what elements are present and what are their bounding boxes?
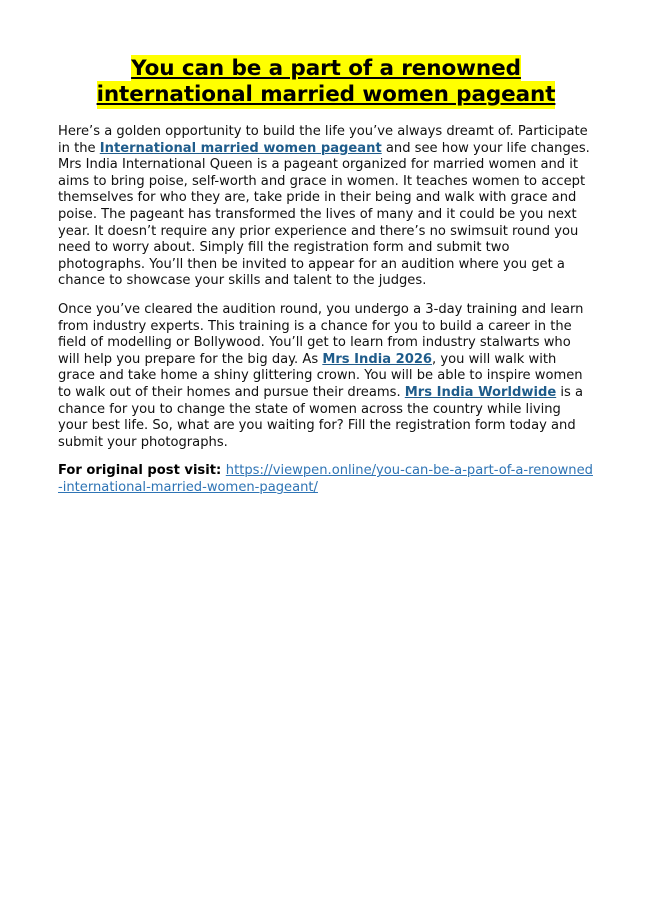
page-title-line-2: international married women pageant (96, 82, 556, 107)
paragraph-training-text-2: , you will walk with grace and take home a shiny glittering crown. You will be able to inspire women to walk out of their homes and pursue their dreams. (58, 351, 583, 400)
page-title (58, 56, 594, 108)
page-title-line-1: You can be a part of a renowned (131, 56, 521, 81)
document-body (58, 56, 594, 496)
paragraph-training (58, 302, 594, 451)
paragraph-training-text-1: Once you’ve cleared the audition round, you undergo a 3-day training and learn from industry experts. This training is a chance for you to build a career in the field of modelling or Bollywood. You’ll get to learn from industry stalwarts who will help you prepare for the big day. As (58, 301, 584, 367)
link-original-post-url[interactable]: https://viewpen.online/you-can-be-a-part-of-a-renowned-international-married-women-pageant/ (58, 463, 593, 495)
paragraph-source (58, 463, 594, 496)
link-mrs-india-2026[interactable]: Mrs India 2026 (322, 351, 433, 367)
paragraph-intro-text-2: and see how your life changes. Mrs India International Queen is a pageant organized for married women and it aims to bring poise, self-worth and grace in women. It teaches women to accept themselves for who they are, take pride in their being and walk with grace and poise. The pageant has transformed the lives of many and it could be you next year. It doesn’t require any prior experience and there’s no swimsuit round you need to worry about. Simply fill the registration form and submit two photographs. You’ll then be invited to appear for an audition where you get a chance to showcase your skills and talent to the judges. (58, 140, 590, 289)
paragraph-intro (58, 124, 594, 290)
original-post-label: For original post visit: (58, 463, 226, 479)
paragraph-intro-text-1: Here’s a golden opportunity to build the life you’ve always dreamt of. Participate in the (58, 124, 588, 156)
link-mrs-india-worldwide[interactable]: Mrs India Worldwide (404, 384, 557, 400)
paragraph-training-text-3: is a chance for you to change the state of women across the country while living your best life. So, what are you waiting for? Fill the registration form today and submit your photographs. (58, 384, 584, 450)
link-international-married-women-pageant[interactable]: International married women pageant (99, 140, 382, 156)
